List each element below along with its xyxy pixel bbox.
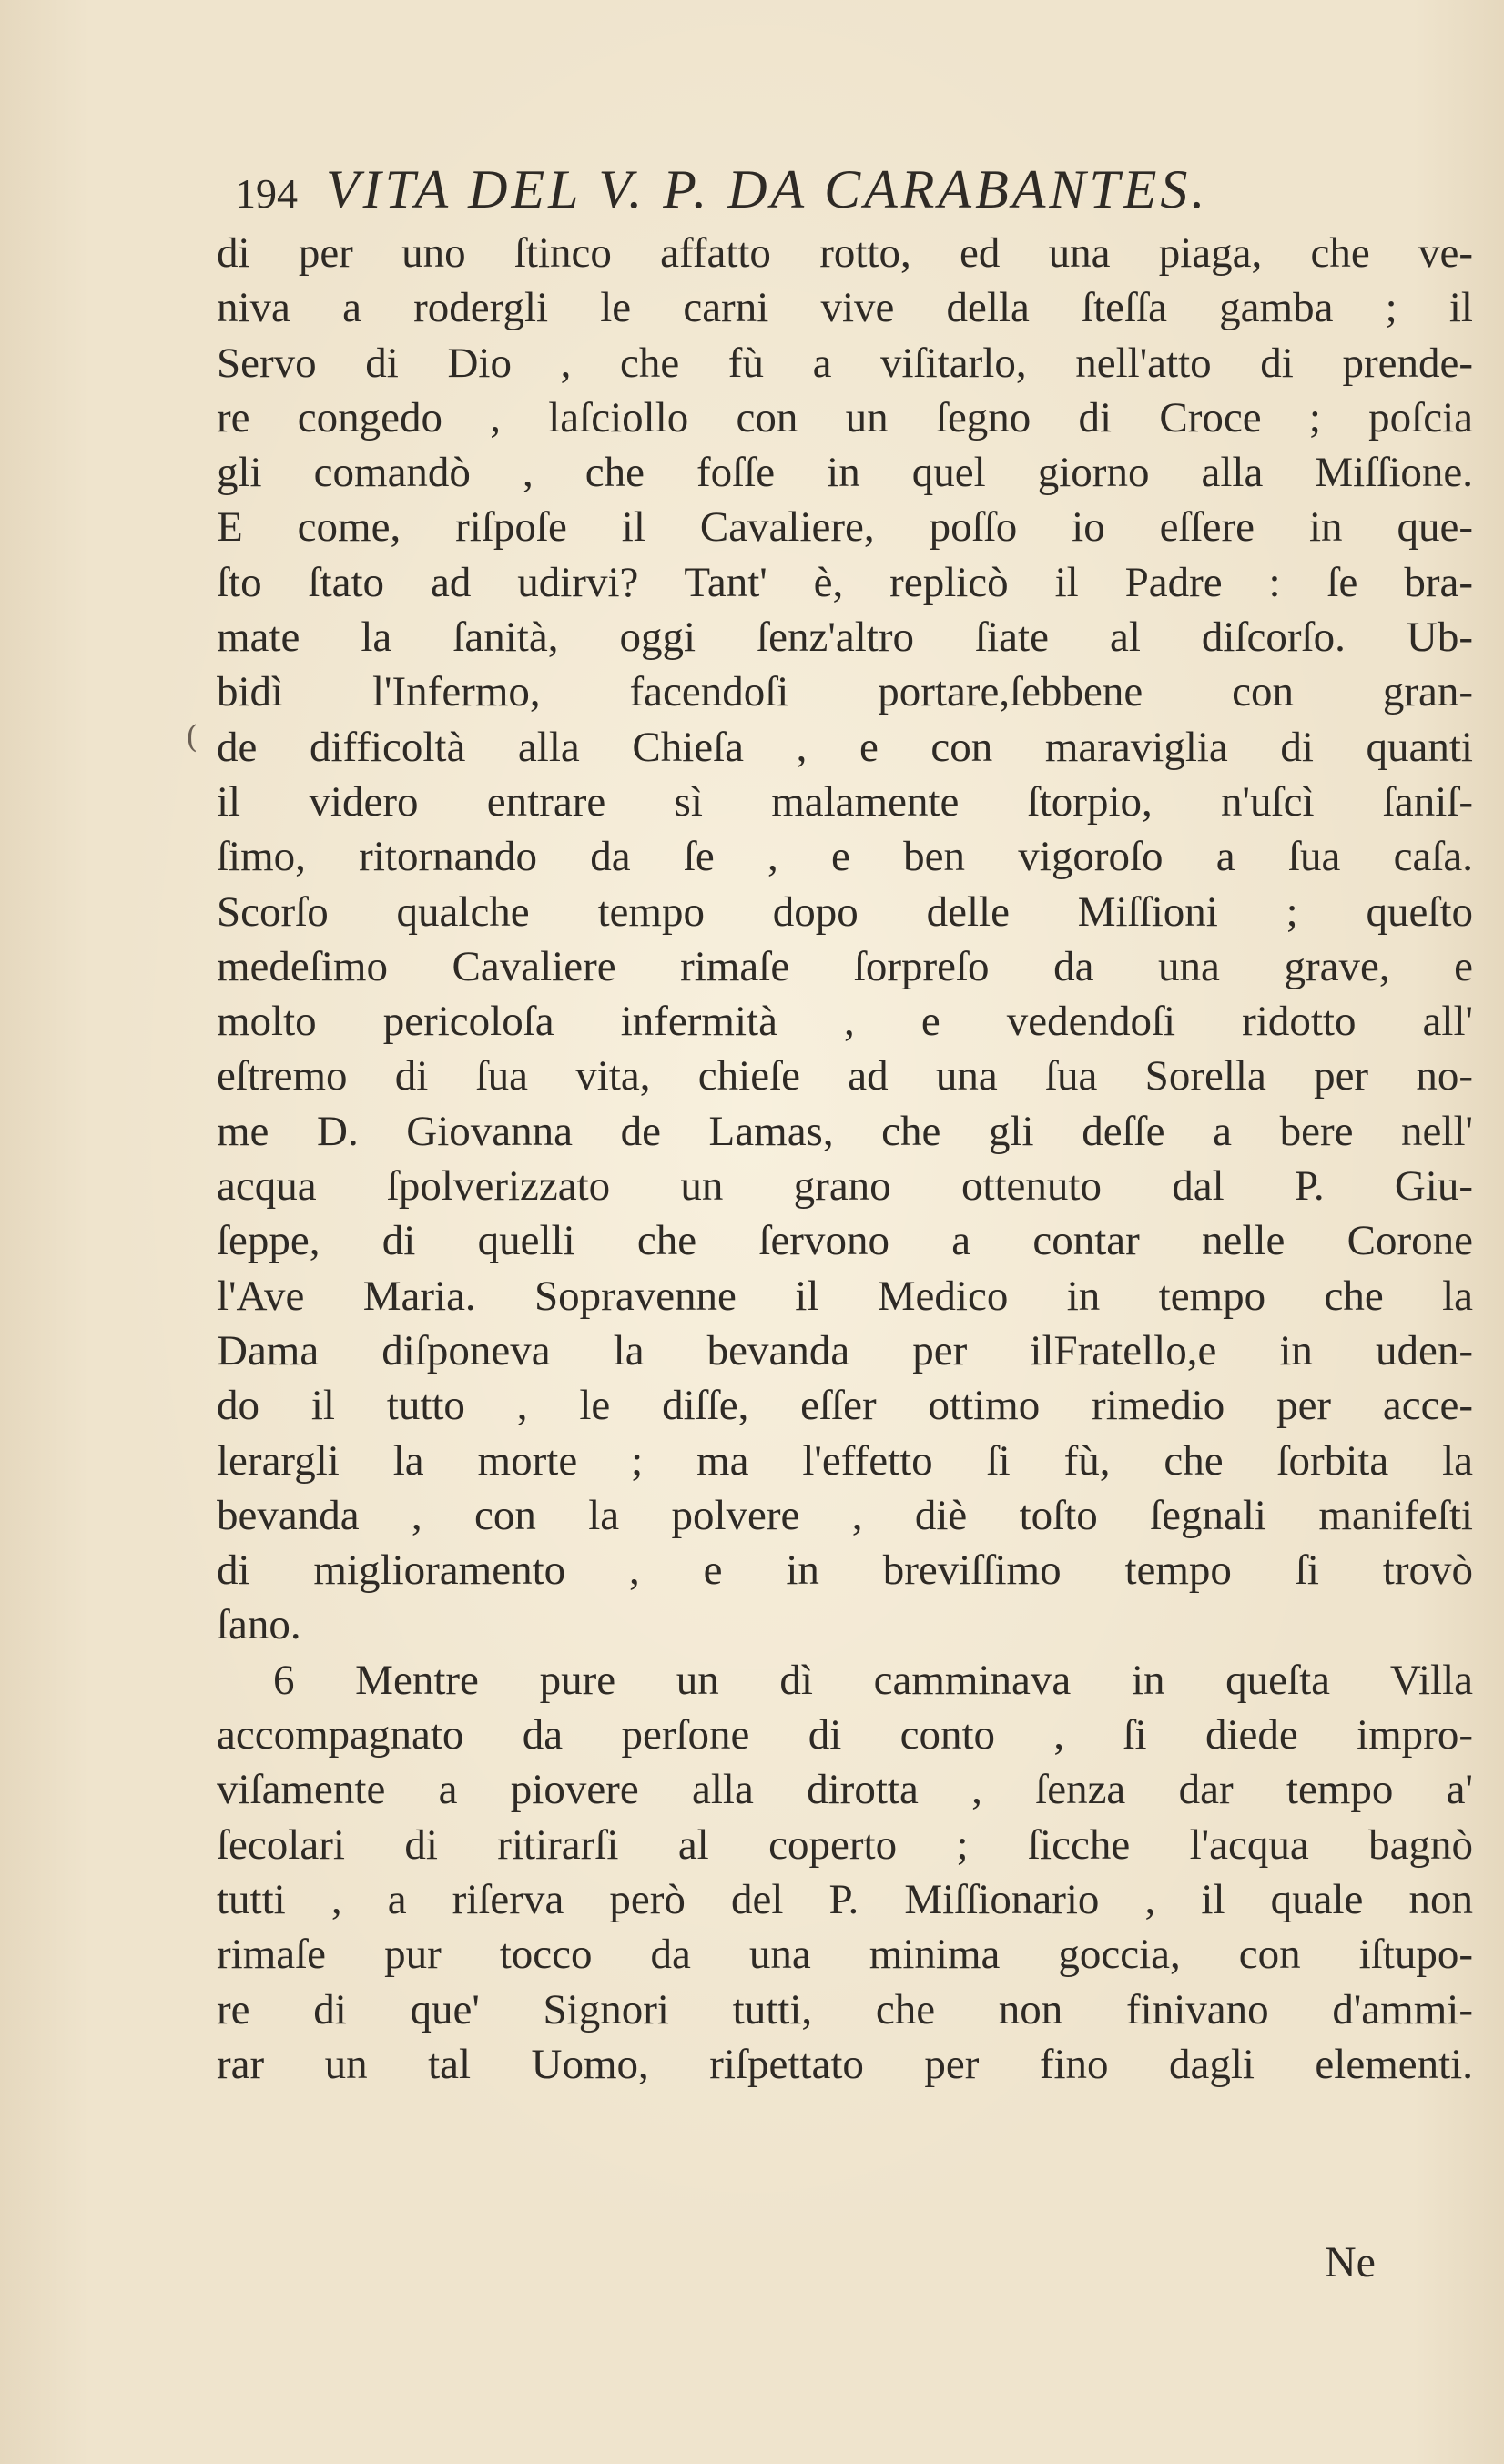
text-line: lerargli la morte ; ma l'effetto ſi fù, che ſorbita la bbox=[217, 1436, 1473, 1485]
text-line: medeſimo Cavaliere rimaſe ſorpreſo da una grave, e bbox=[217, 942, 1473, 990]
text-line: il videro entrare sì malamente ſtorpio, n'uſcì ſaniſ- bbox=[217, 777, 1473, 826]
text-line: rimaſe pur tocco da una minima goccia, con iſtupo- bbox=[217, 1931, 1473, 1979]
catchword: Ne bbox=[1325, 2238, 1376, 2287]
text-line: Scorſo qualche tempo dopo delle Miſſioni ; queſto bbox=[217, 887, 1473, 936]
text-line: me D. Giovanna de Lamas, che gli deſſe a bere nell' bbox=[217, 1107, 1473, 1155]
body-text bbox=[217, 226, 1473, 2092]
text-line: bevanda , con la polvere , diè toſto ſegnali manifeſti bbox=[217, 1491, 1473, 1539]
text-line: molto pericoloſa infermità , e vedendoſi ridotto all' bbox=[217, 998, 1473, 1046]
text-line: eſtremo di ſua vita, chieſe ad una ſua Sorella per no- bbox=[217, 1052, 1473, 1100]
text-line: de difficoltà alla Chieſa , e con maraviglia di quanti bbox=[217, 723, 1473, 771]
page-header bbox=[235, 153, 1455, 217]
text-line: ſeppe, di quelli che ſervono a contar nelle Corone bbox=[217, 1217, 1473, 1265]
text-line: di miglioramento , e in breviſſimo tempo ſi trovò bbox=[217, 1546, 1473, 1595]
text-line: gli comandò , che foſſe in quel giorno alla Miſſione. bbox=[217, 449, 1473, 497]
margin-mark: ( bbox=[186, 719, 198, 755]
text-line: rar un tal Uomo, riſpettato per fino dagli elementi. bbox=[217, 2040, 1473, 2088]
text-line: ſto ſtato ad udirvi? Tant' è, replicò il Padre : ſe bra- bbox=[217, 558, 1473, 606]
text-line: tutti , a riſerva però del P. Miſſionario , il quale non bbox=[217, 1875, 1473, 1923]
text-line: ſecolari di ritirarſi al coperto ; ſicche l'acqua bagnò bbox=[217, 1820, 1473, 1869]
text-line: viſamente a piovere alla dirotta , ſenza dar tempo a' bbox=[217, 1766, 1473, 1814]
page-number: 194 bbox=[235, 170, 298, 217]
text-line: niva a rodergli le carni vive della ſteſſa gamba ; il bbox=[217, 284, 1473, 332]
text-line: ſimo, ritornando da ſe , e ben vigoroſo a ſua caſa. bbox=[217, 833, 1473, 881]
text-line: Servo di Dio , che fù a viſitarlo, nell'atto di prende- bbox=[217, 339, 1473, 387]
text-line: Dama diſponeva la bevanda per ilFratello,e in uden- bbox=[217, 1326, 1473, 1374]
text-line: E come, riſpoſe il Cavaliere, poſſo io eſſere in que- bbox=[217, 503, 1473, 552]
text-line: bidì l'Infermo, facendoſi portare,ſebbene con gran- bbox=[217, 668, 1473, 716]
running-head: VITA DEL V. P. DA CARABANTES. bbox=[326, 159, 1209, 219]
text-line: mate la ſanità, oggi ſenz'altro ſiate al diſcorſo. Ub- bbox=[217, 613, 1473, 662]
text-line: ſano. bbox=[217, 1601, 301, 1649]
text-line: accompagnato da perſone di conto , ſi diede impro- bbox=[217, 1711, 1473, 1759]
text-line: re congedo , laſciollo con un ſegno di Croce ; poſcia bbox=[217, 393, 1473, 441]
text-line: l'Ave Maria. Sopravenne il Medico in tempo che la bbox=[217, 1272, 1473, 1320]
text-line: di per uno ſtinco affatto rotto, ed una piaga, che ve- bbox=[217, 229, 1473, 277]
text-line: re di que' Signori tutti, che non finivano d'ammi- bbox=[217, 1985, 1473, 2033]
text-line: do il tutto , le diſſe, eſſer ottimo rimedio per acce- bbox=[217, 1382, 1473, 1430]
paragraph-start-line: 6 Mentre pure un dì camminava in queſta Villa bbox=[273, 1656, 1473, 1704]
text-line: acqua ſpolverizzato un grano ottenuto dal P. Giu- bbox=[217, 1162, 1473, 1211]
